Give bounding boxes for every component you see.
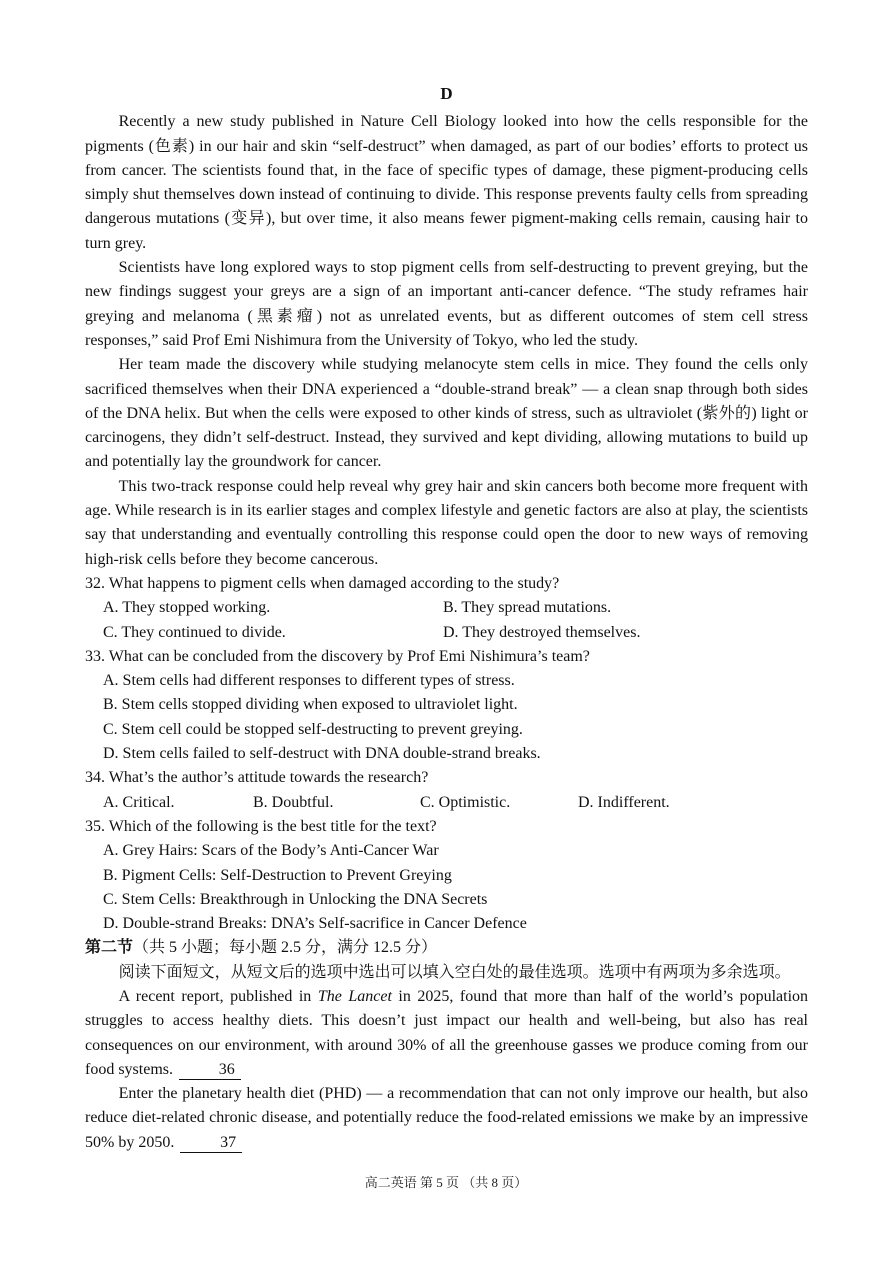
answer-option-a: A. They stopped working.: [103, 599, 271, 617]
question-35-stem: 35. Which of the following is the best title for the text?: [85, 817, 437, 835]
blank-37: 37: [180, 1134, 242, 1153]
question-34: [85, 766, 808, 815]
section-2-heading-title: 第二节: [85, 939, 134, 957]
answer-option-c: C. They continued to divide.: [103, 623, 286, 641]
answer-option-b: B. They spread mutations.: [443, 599, 612, 617]
answer-option-d: D. They destroyed themselves.: [443, 623, 641, 641]
answer-option-a: A. Critical.: [103, 793, 175, 811]
passage-label: D: [440, 84, 453, 103]
answer-option-d: D. Double-strand Breaks: DNA’s Self-sacrifice in Cancer Defence: [103, 915, 527, 933]
paragraph-text: A recent report, published in: [118, 987, 318, 1005]
paragraph-text: Enter the planetary health diet (PHD) — a recommendation that can not only improve our health, but also reduce diet-related chronic disease, and potentially reduce the food-related emissions we make by an impressive 50% by 2050.: [85, 1085, 808, 1151]
page-footer: 高二英语 第 5 页 （共 8 页）: [364, 1175, 528, 1190]
answer-option-c: C. Stem Cells: Breakthrough in Unlocking the DNA Secrets: [103, 890, 488, 908]
page-content: [85, 82, 808, 1155]
question-32: [85, 572, 808, 645]
question-35-options: [85, 839, 808, 936]
question-35: [85, 815, 808, 936]
paragraph-text: in 2025, found that more than half of the world’s population struggles to access healthy diets. This doesn’t just impact our health and well-being, but also has real consequences on our environment, with around 30% of all the greenhouse gasses we produce coming from our food systems.: [85, 987, 809, 1078]
answer-option-a: A. Grey Hairs: Scars of the Body’s Anti-Cancer War: [103, 842, 439, 860]
section-2-paragraph-2: [85, 1082, 808, 1155]
answer-option-c: C. Stem cell could be stopped self-destructing to prevent greying.: [103, 720, 523, 738]
answer-option-d: D. Indifferent.: [578, 793, 670, 811]
passage-paragraph-4: This two-track response could help reveal why grey hair and skin cancers both become more frequent with age. While research is in its earlier stages and complex lifestyle and genetic factors are also at play, the scientists say that understanding and eventually controlling this response could open the door to new ways of removing high-risk cells before they become cancerous.: [85, 477, 808, 568]
answer-option-b: B. Pigment Cells: Self-Destruction to Prevent Greying: [103, 866, 452, 884]
question-33: [85, 645, 808, 766]
passage-paragraph-1: Recently a new study published in Nature Cell Biology looked into how the cells responsible for the pigments (色素) in our hair and skin “self-destruct” when damaged, as part of our bodies’ efforts to protect us from cancer. The scientists found that, in the face of specific types of damage, these pigment-producing cells simply shut themselves down instead of continuing to divide. This response prevents faulty cells from spreading dangerous mutations (变异), but over time, it also means fewer pigment-making cells remain, causing hair to turn grey.: [85, 113, 808, 252]
answer-option-a: A. Stem cells had different responses to different types of stress.: [103, 672, 515, 690]
question-34-stem: 34. What’s the author’s attitude towards the research?: [85, 769, 429, 787]
passage-paragraph-2: Scientists have long explored ways to stop pigment cells from self-destructing to prevent greying, but the new findings suggest your greys are a sign of an important anti-cancer defence. “The study reframes hair greying and melanoma (黑素瘤) not as unrelated events, but as different outcomes of stem cell stress responses,” said Prof Emi Nishimura from the University of Tokyo, who led the study.: [85, 259, 808, 349]
answer-option-b: B. Stem cells stopped dividing when exposed to ultraviolet light.: [103, 696, 518, 714]
question-32-options: [85, 596, 808, 645]
question-34-options: [85, 791, 808, 815]
question-33-options: [85, 669, 808, 766]
answer-option-d: D. Stem cells failed to self-destruct with DNA double-strand breaks.: [103, 745, 541, 763]
question-32-stem: 32. What happens to pigment cells when damaged according to the study?: [85, 574, 560, 592]
section-2-instruction: 阅读下面短文，从短文后的选项中选出可以填入空白处的最佳选项。选项中有两项为多余选项。: [118, 963, 791, 981]
section-2-heading-detail: （共 5 小题；每小题 2.5 分，满分 12.5 分）: [133, 939, 438, 957]
journal-name: The Lancet: [317, 987, 392, 1005]
answer-option-c: C. Optimistic.: [420, 793, 511, 811]
question-33-stem: 33. What can be concluded from the discovery by Prof Emi Nishimura’s team?: [85, 647, 590, 665]
passage-paragraph-3: Her team made the discovery while studying melanocyte stem cells in mice. They found the cells only sacrificed themselves when their DNA experienced a “double-strand break” — a clean snap through both sides of the DNA helix. But when the cells were exposed to other kinds of stress, such as ultraviolet (紫外的) light or carcinogens, they didn’t self-destruct. Instead, they survived and kept dividing, allowing mutations to build up and potentially lay the groundwork for cancer.: [85, 356, 808, 471]
section-2-paragraph-1: [85, 985, 808, 1082]
blank-36: 36: [179, 1061, 241, 1080]
answer-option-b: B. Doubtful.: [253, 793, 334, 811]
section-2-heading: [85, 936, 808, 960]
